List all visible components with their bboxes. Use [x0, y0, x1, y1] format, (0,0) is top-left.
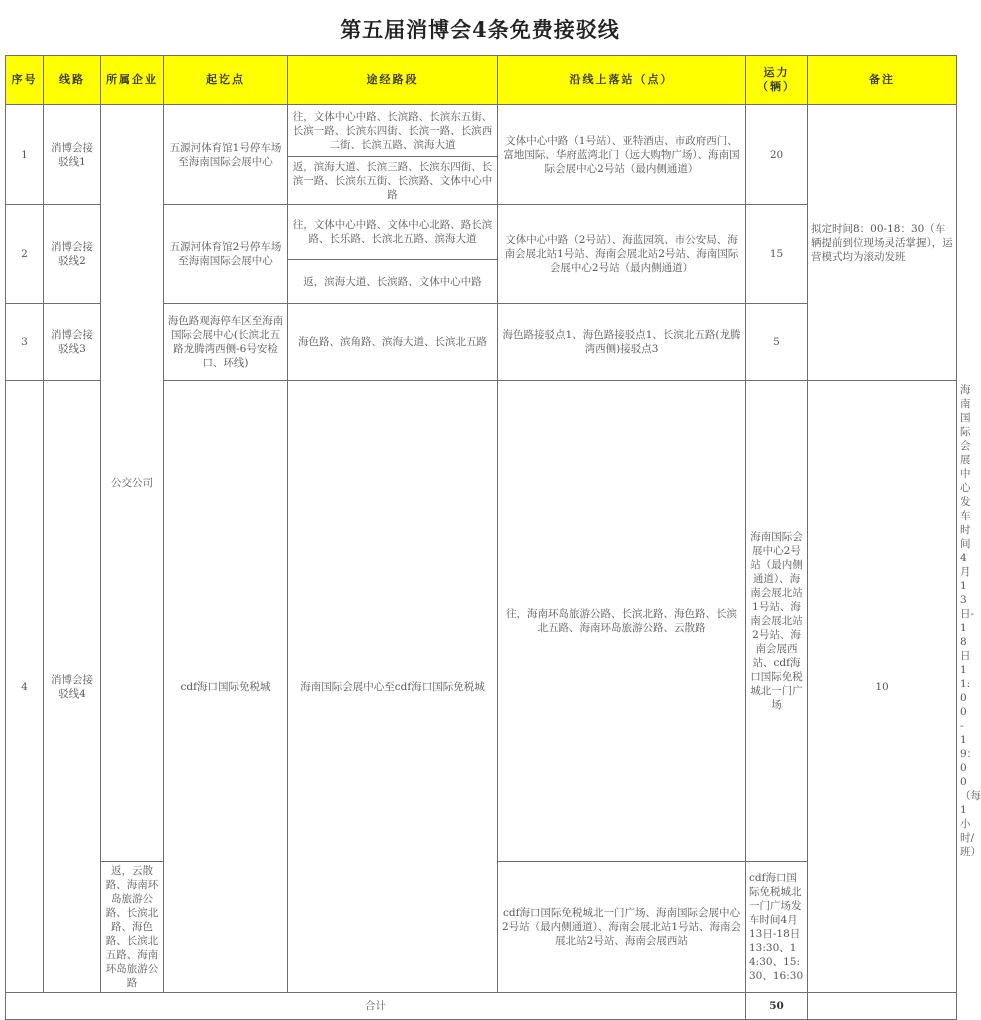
- remark-back-cell: cdf海口国际免税城北一门广场发车时间4月13日-18日13:30、14:30、15:30、16:30: [746, 862, 808, 993]
- line-cell: 消博会接驳线2: [44, 205, 101, 304]
- seq-cell: 2: [6, 205, 44, 304]
- endpoints-cell: 海南国际会展中心至cdf海口国际免税城: [288, 381, 498, 993]
- header-capacity: 运力（辆）: [746, 56, 808, 105]
- header-route: 途经路段: [288, 56, 498, 105]
- route-back-cell: 返，云散路、海南环岛旅游公路、长滨北路、海色路、长滨北五路、海南环岛旅游公路: [101, 862, 164, 993]
- seq-cell: 3: [6, 304, 44, 381]
- total-row: [6, 993, 957, 1020]
- endpoints-cell: 五源河体育馆1号停车场至海南国际会展中心: [164, 105, 288, 205]
- header-seq: 序号: [6, 56, 44, 105]
- header-row: [6, 56, 957, 105]
- shuttle-lines-table: [5, 55, 981, 1020]
- route-cell: 海色路、滨角路、滨海大道、长滨北五路: [288, 304, 498, 381]
- line-cell: 消博会接驳线3: [44, 304, 101, 381]
- company-cell: cdf海口国际免税城: [164, 381, 288, 993]
- table-row: [6, 105, 957, 157]
- route-back-cell: 返，滨海大道、长滨三路、长滨东四街、长滨一路、长滨东五街、长滨路、文体中心中路: [288, 157, 498, 205]
- remark-cell: 拟定时间8：00-18：30（车辆提前到位现场灵活掌握），运营模式均为滚动发班: [808, 105, 957, 381]
- seq-cell: 4: [6, 381, 44, 993]
- header-endpoints: 起讫点: [164, 56, 288, 105]
- total-label: 合计: [6, 993, 746, 1020]
- capacity-cell: 10: [808, 381, 957, 993]
- table-row: 4 消博会接驳线4 cdf海口国际免税城 海南国际会展中心至cdf海口国际免税城 往，海南环岛旅游公路、长滨北路、海色路、长滨北五路、海南环岛旅游公路、云散路 海南国际会展中心2号站（最内侧通道）、海南会展北站1号站、海南会展北站2号站、海南会展西站、cdf海口国际免税城北一门广场 10 海南国际会展中心发车时间4月13日-18日11:00-19：00（每1小时/班）: [6, 381, 957, 862]
- stops-cell: 文体中心中路（1号站）、亚特酒店、市政府西门、富地国际、华府蓝湾北门（远大购物广场）、海南国际会展中心2号站（最内侧通道）: [498, 105, 746, 205]
- company-cell: 公交公司: [101, 105, 164, 862]
- endpoints-cell: 五源河体育馆2号停车场至海南国际会展中心: [164, 205, 288, 304]
- route-out-cell: 往，文体中心中路、长滨路、长滨东五街、长滨一路、长滨东四街、长滨一路、长滨西二街、长滨五路、滨海大道: [288, 105, 498, 157]
- stops-cell: 海色路接驳点1、海色路接驳点1、长滨北五路(龙腾湾西侧)接驳点3: [498, 304, 746, 381]
- stops-back-cell: cdf海口国际免税城北一门广场、海南国际会展中心2号站（最内侧通道）、海南会展北站1号站、海南会展北站2号站、海南会展西站: [498, 862, 746, 993]
- line-cell: 消博会接驳线4: [44, 381, 101, 993]
- header-stops: 沿线上落站（点）: [498, 56, 746, 105]
- stops-cell: 文体中心中路（2号站）、海蓝园筑、市公安局、海南会展北站1号站、海南会展北站2号站、海南国际会展中心2号站（最内侧通道）: [498, 205, 746, 304]
- page-title: 第五届消博会4条免费接驳线: [340, 17, 620, 42]
- capacity-cell: 15: [746, 205, 808, 304]
- header-line: 线路: [44, 56, 101, 105]
- total-capacity: 50: [746, 993, 808, 1020]
- capacity-cell: 20: [746, 105, 808, 205]
- line-cell: 消博会接驳线1: [44, 105, 101, 205]
- header-company: 所属企业: [101, 56, 164, 105]
- route-out-cell: 往，文体中心中路、文体中心北路、路长滨路、长乐路、长滨北五路、滨海大道: [288, 205, 498, 260]
- header-remarks: 备注: [808, 56, 957, 105]
- stops-out-cell: 海南国际会展中心2号站（最内侧通道）、海南会展北站1号站、海南会展北站2号站、海南会展西站、cdf海口国际免税城北一门广场: [746, 381, 808, 862]
- route-out-cell: 往，海南环岛旅游公路、长滨北路、海色路、长滨北五路、海南环岛旅游公路、云散路: [498, 381, 746, 862]
- route-back-cell: 返，滨海大道、长滨路、文体中心中路: [288, 260, 498, 304]
- seq-cell: 1: [6, 105, 44, 205]
- capacity-cell: 5: [746, 304, 808, 381]
- endpoints-cell: 海色路观海停车区至海南国际会展中心(长滨北五路龙腾湾西侧-6号安检口、环线): [164, 304, 288, 381]
- total-remark-empty: [808, 993, 957, 1020]
